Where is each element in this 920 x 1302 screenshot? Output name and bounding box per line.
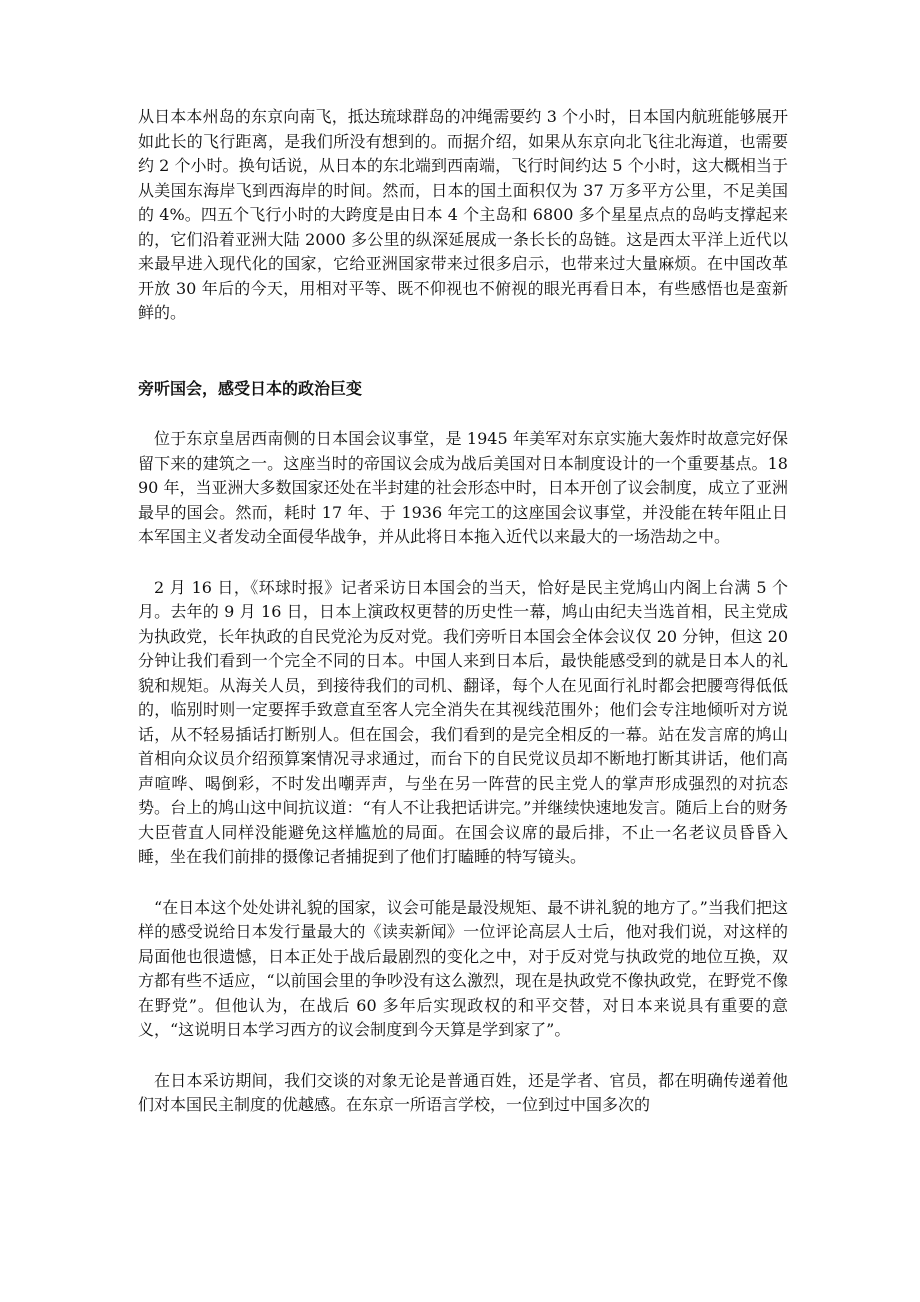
- paragraph-spacer: [138, 1043, 788, 1069]
- body-paragraph-yomiuri-quote: “在日本这个处处讲礼貌的国家，议会可能是最没规矩、最不讲礼貌的地方了。”当我们把这样的感受说给日本发行量最大的《读卖新闻》一位评论高层人士后，他对我们说，对这样的局面他也很遗憾，日本正处于战后最剧烈的变化之中，对于反对党与执政党的地位互换，双方都有些不适应，“以前国会里的争吵没有这么激烈，现在是执政党不像执政党，在野党不像在野党”。但他认为，在战后 60 多年后实现政权的和平交替，对日本来说具有重要的意义，“这说明日本学习西方的议会制度到今天算是学到家了”。: [138, 897, 788, 1039]
- intro-paragraph: 从日本本州岛的东京向南飞，抵达琉球群岛的冲绳需要约 3 个小时，日本国内航班能够展开如此长的飞行距离，是我们所没有想到的。而据介绍，如果从东京向北飞往北海道，也需要约 2 个小时。换句话说，从日本的东北端到西南端，飞行时间约达 5 个小时，这大概相当于从美国东海岸飞到西海岸的时间。然而，日本的国土面积仅为 37 万多平方公里，不足美国的 4%。四五个飞行小时的大跨度是由日本 4 个主岛和 6800 多个星星点点的岛屿支撑起来的，它们沿着亚洲大陆 2000 多公里的纵深延展成一条长长的岛链。这是西太平洋上近代以来最早进入现代化的国家，它给亚洲国家带来过很多启示，也带来过大量麻烦。在中国改革开放 30 年后的今天，用相对平等、既不仰视也不俯视的眼光再看日本，有些感悟也是蛮新鲜的。: [138, 107, 788, 322]
- body-paragraph-interviews: 在日本采访期间，我们交谈的对象无论是普通百姓，还是学者、官员，都在明确传递着他们对本国民主制度的优越感。在东京一所语言学校，一位到过中国多次的: [138, 1070, 788, 1114]
- article-body: [138, 105, 788, 1118]
- paragraph-spacer: [138, 550, 788, 576]
- body-paragraph-diet-building: 位于东京皇居西南侧的日本国会议事堂，是 1945 年美军对东京实施大轰炸时故意完好保留下来的建筑之一。这座当时的帝国议会成为战后美国对日本制度设计的一个重要基点。1890 年，当亚洲大多数国家还处在半封建的社会形态中时，日本开创了议会制度，成立了亚洲最早的国会。然而，耗时 17 年、于 1936 年完工的这座国会议事堂，并没能在转年阻止日本军国主义者发动全面侵华战争，并从此将日本拖入近代以来最大的一场浩劫之中。: [138, 429, 788, 546]
- paragraph-spacer: [138, 870, 788, 896]
- body-paragraph-diet-visit: 2 月 16 日，《环球时报》记者采访日本国会的当天，恰好是民主党鸠山内阁上台满 5 个月。去年的 9 月 16 日，日本上演政权更替的历史性一幕，鸠山由纪夫当选首相，民主党成为执政党，长年执政的自民党沦为反对党。我们旁听日本国会全体会议仅 20 分钟，但这 20 分钟让我们看到一个完全不同的日本。中国人来到日本后，最快能感受到的就是日本人的礼貌和规矩。从海关人员，到接待我们的司机、翻译，每个人在见面行礼时都会把腰弯得低低的，临别时则一定要挥手致意直至客人完全消失在其视线范围外；他们会专注地倾听对方说话，从不轻易插话打断别人。但在国会，我们看到的是完全相反的一幕。站在发言席的鸠山首相向众议员介绍预算案情况寻求通过，而台下的自民党议员却不断地打断其讲话，他们高声喧哗、喝倒彩，不时发出嘲弄声，与坐在另一阵营的民主党人的掌声形成强烈的对抗态势。台上的鸠山这中间抗议道：“有人不让我把话讲完。”并继续快速地发言。随后上台的财务大臣菅直人同样没能避免这样尴尬的局面。在国会议席的最后排，不止一名老议员昏昏入睡，坐在我们前排的摄像记者捕捉到了他们打瞌睡的特写镜头。: [138, 577, 788, 866]
- section-heading: 旁听国会，感受日本的政治巨变: [138, 378, 363, 398]
- paragraph-spacer: [138, 326, 788, 377]
- paragraph-spacer: [138, 401, 788, 427]
